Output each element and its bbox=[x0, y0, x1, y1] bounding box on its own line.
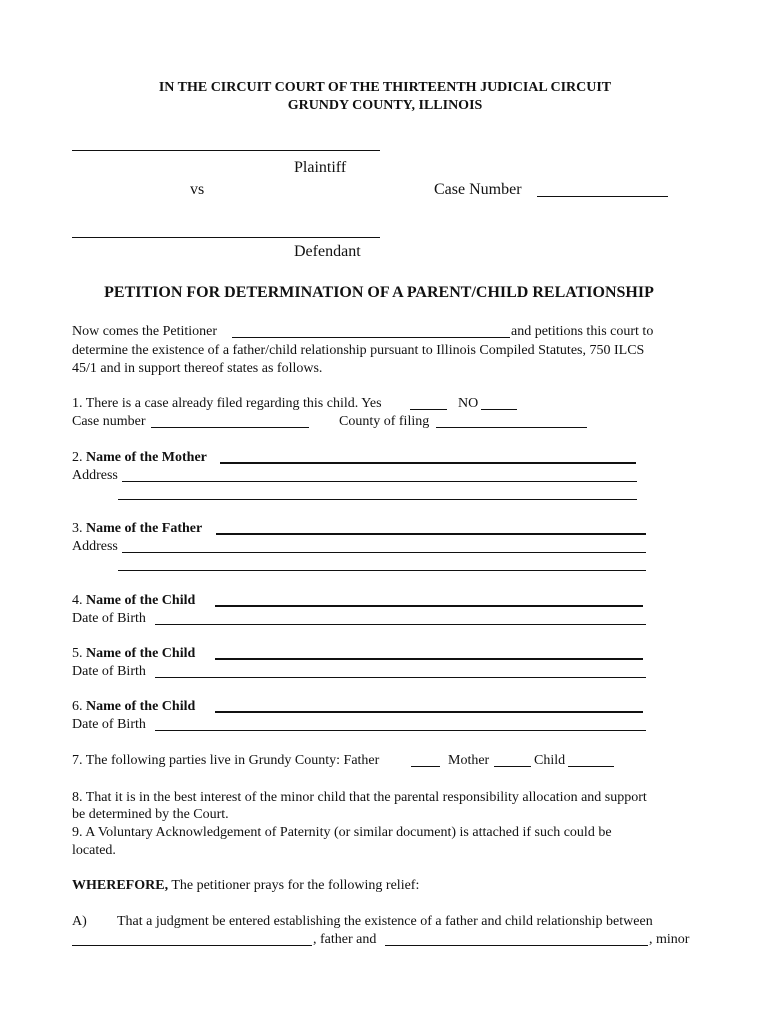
father-address-label: Address bbox=[72, 539, 118, 554]
relief-a-father-line[interactable] bbox=[72, 945, 312, 946]
item1-yes-line[interactable] bbox=[410, 409, 447, 410]
father-residence-line[interactable] bbox=[411, 766, 440, 767]
child2-name-label: Name of the Child bbox=[86, 646, 196, 661]
father-name-label: Name of the Father bbox=[86, 521, 203, 536]
item4-num: 4. bbox=[72, 593, 83, 608]
item1-no-label: NO bbox=[458, 396, 479, 411]
child2-name-line[interactable] bbox=[215, 658, 643, 660]
father-name-line[interactable] bbox=[216, 533, 646, 535]
item7-text: 7. The following parties live in Grundy County: Father bbox=[72, 753, 380, 768]
child1-dob-line[interactable] bbox=[155, 624, 646, 625]
child1-dob-label: Date of Birth bbox=[72, 611, 146, 626]
mother-address-line2[interactable] bbox=[118, 499, 637, 500]
child2-dob-label: Date of Birth bbox=[72, 664, 146, 679]
item1-text: 1. There is a case already filed regarding this child. Yes bbox=[72, 396, 382, 411]
item8-line2: be determined by the Court. bbox=[72, 807, 229, 822]
mother-address-line1[interactable] bbox=[122, 481, 637, 482]
mother-name-line[interactable] bbox=[220, 462, 636, 464]
wherefore-label: WHEREFORE, bbox=[72, 878, 169, 893]
intro-line3: 45/1 and in support thereof states as follows. bbox=[72, 361, 323, 376]
child2-dob-line[interactable] bbox=[155, 677, 646, 678]
child3-dob-line[interactable] bbox=[155, 730, 646, 731]
item7-child-label: Child bbox=[534, 753, 566, 768]
county-heading: GRUNDY COUNTY, ILLINOIS bbox=[287, 98, 483, 113]
wherefore-text: The petitioner prays for the following relief: bbox=[168, 878, 420, 893]
court-heading: IN THE CIRCUIT COURT OF THE THIRTEENTH JUDICIAL CIRCUIT bbox=[158, 80, 612, 95]
item6-num: 6. bbox=[72, 699, 83, 714]
case-number-label: Case Number bbox=[434, 181, 522, 198]
page-title: PETITION FOR DETERMINATION OF A PARENT/CHILD RELATIONSHIP bbox=[104, 284, 654, 301]
plaintiff-label: Plaintiff bbox=[294, 159, 347, 176]
case-number-line[interactable] bbox=[537, 196, 668, 197]
child-residence-line[interactable] bbox=[568, 766, 614, 767]
item8-line1: 8. That it is in the best interest of the minor child that the parental responsibility allocation and support bbox=[72, 790, 647, 805]
item6-row bbox=[72, 699, 195, 715]
defendant-line[interactable] bbox=[72, 237, 380, 238]
item7-mother-label: Mother bbox=[448, 753, 490, 768]
father-address-line2[interactable] bbox=[118, 570, 646, 571]
vs-label: vs bbox=[190, 181, 205, 198]
item3-num: 3. bbox=[72, 521, 83, 536]
child1-name-label: Name of the Child bbox=[86, 593, 196, 608]
plaintiff-line[interactable] bbox=[72, 150, 380, 151]
relief-a-minor-line[interactable] bbox=[385, 945, 648, 946]
child3-name-line[interactable] bbox=[215, 711, 643, 713]
child1-name-line[interactable] bbox=[215, 605, 643, 607]
item5-num: 5. bbox=[72, 646, 83, 661]
item9-line1: 9. A Voluntary Acknowledgement of Paternity (or similar document) is attached if such could be bbox=[72, 825, 612, 840]
mother-name-label: Name of the Mother bbox=[86, 450, 207, 465]
item1-case-number-line[interactable] bbox=[151, 427, 309, 428]
child3-name-label: Name of the Child bbox=[86, 699, 196, 714]
relief-a-father-label: , father and bbox=[313, 932, 377, 947]
item9-line2: located. bbox=[72, 843, 116, 858]
item1-county-label: County of filing bbox=[339, 414, 430, 429]
intro-part1: Now comes the Petitioner bbox=[72, 324, 218, 339]
defendant-label: Defendant bbox=[294, 243, 361, 260]
mother-address-label: Address bbox=[72, 468, 118, 483]
item4-row bbox=[72, 593, 195, 609]
intro-part2: and petitions this court to bbox=[511, 324, 654, 339]
item3-row bbox=[72, 521, 202, 537]
petitioner-line[interactable] bbox=[232, 337, 510, 338]
item2-row bbox=[72, 450, 207, 466]
relief-a-minor-label: , minor bbox=[649, 932, 690, 947]
relief-a-letter: A) bbox=[72, 914, 87, 929]
mother-residence-line[interactable] bbox=[494, 766, 531, 767]
relief-a-line1: That a judgment be entered establishing the existence of a father and child relationship between bbox=[117, 914, 653, 929]
item1-case-number-label: Case number bbox=[72, 414, 146, 429]
child3-dob-label: Date of Birth bbox=[72, 717, 146, 732]
father-address-line1[interactable] bbox=[122, 552, 646, 553]
wherefore-paragraph bbox=[72, 878, 419, 894]
item2-num: 2. bbox=[72, 450, 83, 465]
item1-county-line[interactable] bbox=[436, 427, 587, 428]
intro-line2: determine the existence of a father/child relationship pursuant to Illinois Compiled Statutes, 750 ILCS bbox=[72, 343, 645, 358]
item5-row bbox=[72, 646, 195, 662]
item1-no-line[interactable] bbox=[481, 409, 517, 410]
